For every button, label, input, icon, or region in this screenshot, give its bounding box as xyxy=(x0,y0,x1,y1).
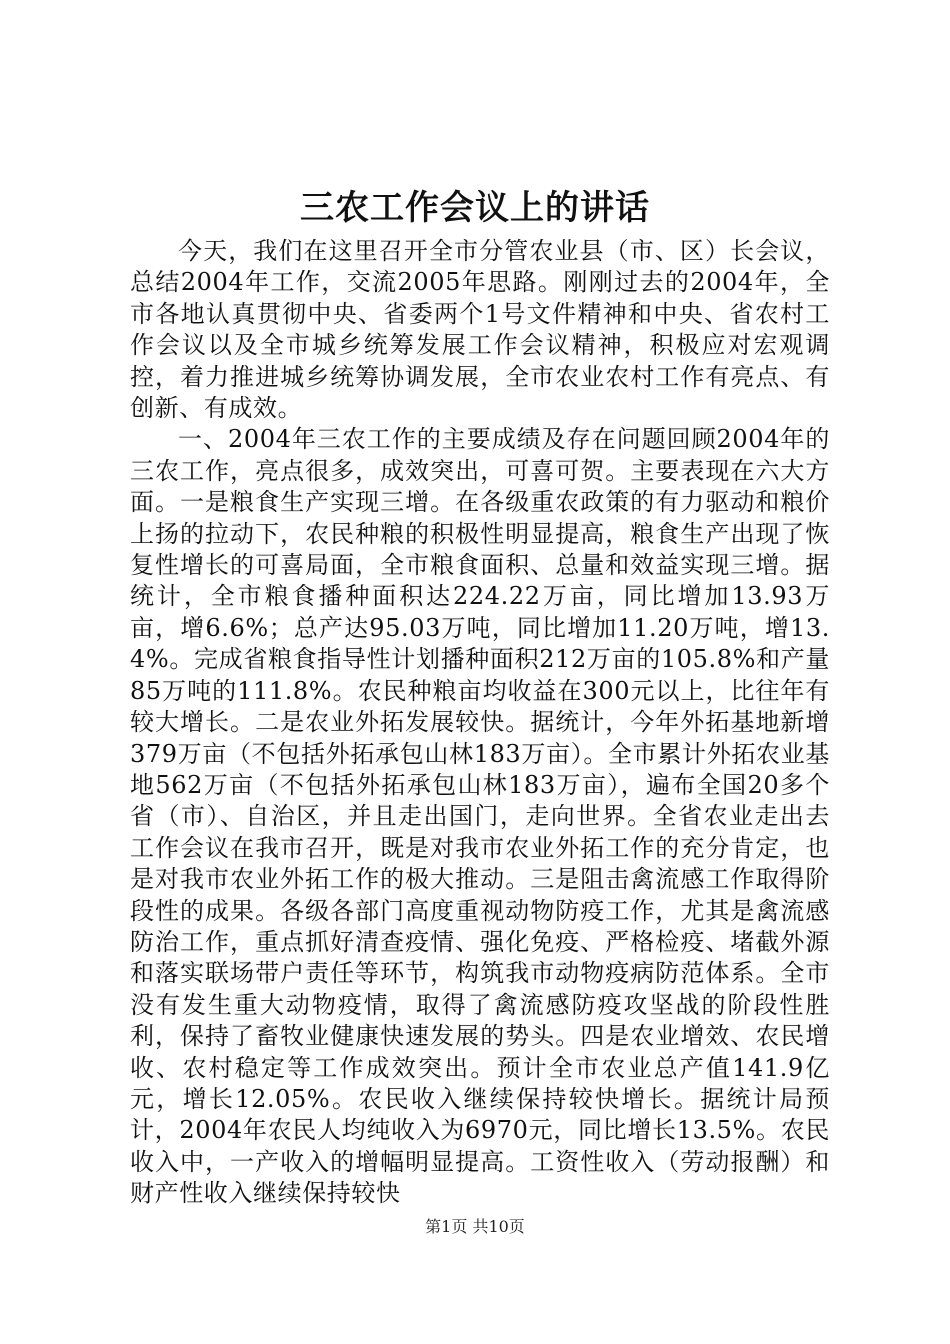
paragraph-intro: 今天，我们在这里召开全市分管农业县（市、区）长会议，总结2004年工作，交流2005年思路。刚刚过去的2004年，全市各地认真贯彻中央、省委两个1号文件精神和中央、省农村工作会议以及全市城乡统筹发展工作会议精神，积极应对宏观调控，着力推进城乡统筹协调发展，全市农业农村工作有亮点、有创新、有成效。 xyxy=(130,237,830,423)
document-body xyxy=(130,236,830,1210)
page-number: 第1页 共10页 xyxy=(425,1217,525,1236)
paragraph-review: 一、2004年三农工作的主要成绩及存在问题回顾2004年的三农工作，亮点很多，成效突出，可喜可贺。主要表现在六大方面。一是粮食生产实现三增。在各级重农政策的有力驱动和粮价上扬的拉动下，农民种粮的积极性明显提高，粮食生产出现了恢复性增长的可喜局面，全市粮食面积、总量和效益实现三增。据统计，全市粮食播种面积达224.22万亩，同比增加13.93万亩，增6.6%；总产达95.03万吨，同比增加11.20万吨，增13.4%。完成省粮食指导性计划播种面积212万亩的105.8%和产量85万吨的111.8%。农民种粮亩均收益在300元以上，比往年有较大增长。二是农业外拓发展较快。据统计，今年外拓基地新增379万亩（不包括外拓承包山林183万亩）。全市累计外拓农业基地562万亩（不包括外拓承包山林183万亩），遍布全国20多个省（市）、自治区，并且走出国门，走向世界。全省农业走出去工作会议在我市召开，既是对我市农业外拓工作的充分肯定，也是对我市农业外拓工作的极大推动。三是阻击禽流感工作取得阶段性的成果。各级各部门高度重视动物防疫工作，尤其是禽流感防治工作，重点抓好清查疫情、强化免疫、严格检疫、堵截外源和落实联场带户责任等环节，构筑我市动物疫病防范体系。全市没有发生重大动物疫情，取得了禽流感防疫攻坚战的阶段性胜利，保持了畜牧业健康快速发展的势头。四是农业增效、农民增收、农村稳定等工作成效突出。预计全市农业总产值141.9亿元，增长12.05%。农民收入继续保持较快增长。据统计局预计，2004年农民人均纯收入为6970元，同比增长13.5%。农民收入中，一产收入的增幅明显提高。工资性收入（劳动报酬）和财产性收入继续保持较快 xyxy=(130,425,830,1208)
page-title: 三农工作会议上的讲话 xyxy=(300,188,650,228)
